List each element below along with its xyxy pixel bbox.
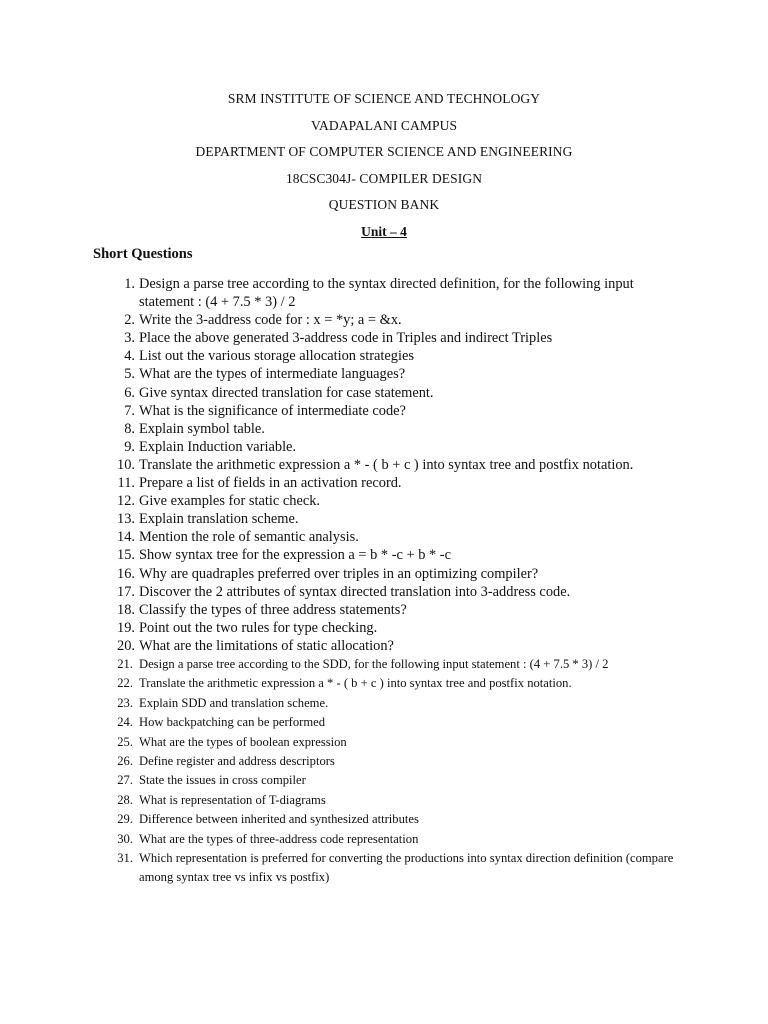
question-item [0, 546, 768, 564]
question-text: Explain Induction variable. [139, 438, 297, 455]
question-item [0, 365, 768, 383]
question-text: Explain SDD and translation scheme. [139, 695, 329, 710]
question-item [0, 456, 768, 474]
question-text: List out the various storage allocation strategies [139, 348, 414, 365]
question-item [0, 752, 768, 771]
question-text: Discover the 2 attributes of syntax directed translation into 3-address code. [139, 583, 571, 600]
question-number: 7. [124, 402, 135, 419]
question-item [0, 384, 768, 402]
question-text: Design a parse tree according to the SDD, for the following input statement : (4 + 7.5 * 3) / 2 [139, 656, 609, 671]
question-item [0, 329, 768, 347]
question-text: What are the types of boolean expression [139, 734, 347, 749]
question-text: Why are quadraples preferred over triples in an optimizing compiler? [139, 565, 539, 582]
question-item [0, 849, 768, 888]
question-item [0, 830, 768, 849]
question-number: 2. [124, 312, 135, 329]
question-item [0, 347, 768, 365]
question-text: Show syntax tree for the expression a = b * -c + b * -c [139, 547, 451, 564]
question-item [0, 565, 768, 583]
question-number: 12. [117, 493, 135, 510]
question-number: 14. [117, 529, 135, 546]
question-text: What are the types of intermediate languages? [139, 366, 406, 383]
question-text: What is representation of T-diagrams [139, 792, 326, 807]
question-item [0, 791, 768, 810]
question-number: 15. [117, 547, 135, 564]
document-header [0, 86, 768, 245]
question-number: 19. [117, 619, 135, 636]
question-item [0, 674, 768, 693]
question-number: 10. [117, 456, 135, 473]
question-item [0, 733, 768, 752]
question-item [0, 771, 768, 790]
question-text: Define register and address descriptors [139, 754, 335, 768]
question-number: 23. [117, 695, 133, 710]
question-text: Prepare a list of fields in an activation record. [139, 475, 402, 492]
question-text: Place the above generated 3-address code in Triples and indirect Triples [139, 330, 553, 347]
question-number: 20. [117, 637, 135, 654]
question-number: 27. [117, 773, 133, 788]
unit-title: Unit – 4 [361, 223, 407, 239]
campus-name: VADAPALANI CAMPUS [310, 117, 458, 133]
question-number: 29. [117, 812, 133, 827]
question-text: Give examples for static check. [139, 493, 321, 510]
question-text: Difference between inherited and synthesized attributes [139, 812, 419, 827]
question-text: Which representation is preferred for converting the productions into syntax direction definition (compare among syntax tree vs infix vs postfix) [139, 851, 674, 885]
question-item [0, 713, 768, 732]
document-type: QUESTION BANK [328, 197, 440, 212]
section-title: Short Questions [93, 246, 193, 262]
question-item [0, 601, 768, 619]
question-number: 31. [117, 851, 133, 866]
question-text: Explain symbol table. [139, 420, 265, 437]
question-text: Mention the role of semantic analysis. [139, 529, 359, 546]
question-item [0, 492, 768, 510]
question-text: How backpatching can be performed [139, 715, 326, 730]
question-list [0, 275, 768, 888]
question-number: 22. [117, 676, 133, 691]
question-item [0, 311, 768, 329]
question-text: Translate the arithmetic expression a * - ( b + c ) into syntax tree and postfix notation. [139, 456, 634, 473]
question-number: 26. [117, 754, 133, 768]
question-number: 24. [117, 715, 133, 730]
question-number: 28. [117, 792, 133, 807]
question-text: What are the limitations of static allocation? [139, 637, 394, 654]
question-text: Classify the types of three address statements? [139, 601, 407, 618]
department-name: DEPARTMENT OF COMPUTER SCIENCE AND ENGINEERING [195, 144, 573, 159]
question-item [0, 655, 768, 674]
institute-name: SRM INSTITUTE OF SCIENCE AND TECHNOLOGY [227, 91, 541, 106]
question-number: 21. [117, 656, 133, 671]
question-text: Explain translation scheme. [139, 511, 299, 528]
question-item [0, 275, 768, 311]
question-number: 4. [124, 348, 135, 365]
question-item [0, 694, 768, 713]
question-item [0, 619, 768, 637]
question-item [0, 420, 768, 438]
question-text: State the issues in cross compiler [139, 773, 306, 788]
question-item [0, 637, 768, 655]
question-item [0, 810, 768, 829]
question-text: Write the 3-address code for : x = *y; a = &x. [139, 312, 402, 329]
question-item [0, 402, 768, 420]
question-number: 17. [117, 583, 135, 600]
question-number: 5. [124, 366, 135, 383]
question-text: Translate the arithmetic expression a * - ( b + c ) into syntax tree and postfix notation. [139, 676, 572, 691]
question-text: Design a parse tree according to the syntax directed definition, for the following input statement : (4 + 7.5 * 3) / 2 [139, 276, 634, 311]
question-item [0, 583, 768, 601]
question-item [0, 438, 768, 456]
question-number: 30. [117, 831, 133, 846]
question-item [0, 528, 768, 546]
question-number: 11. [117, 475, 135, 492]
question-text: What is the significance of intermediate code? [139, 402, 406, 419]
question-number: 3. [124, 330, 135, 347]
question-number: 1. [124, 276, 135, 292]
question-number: 13. [117, 511, 135, 528]
question-number: 18. [117, 601, 135, 618]
question-number: 6. [124, 384, 135, 401]
question-item [0, 510, 768, 528]
question-number: 8. [124, 420, 135, 437]
question-text: What are the types of three-address code representation [139, 831, 419, 846]
question-number: 25. [117, 734, 133, 749]
question-number: 16. [117, 565, 135, 582]
course-title: 18CSC304J- COMPILER DESIGN [285, 170, 483, 186]
question-text: Point out the two rules for type checking. [139, 619, 378, 636]
question-number: 9. [124, 438, 135, 455]
question-item [0, 474, 768, 492]
question-text: Give syntax directed translation for case statement. [139, 384, 434, 401]
